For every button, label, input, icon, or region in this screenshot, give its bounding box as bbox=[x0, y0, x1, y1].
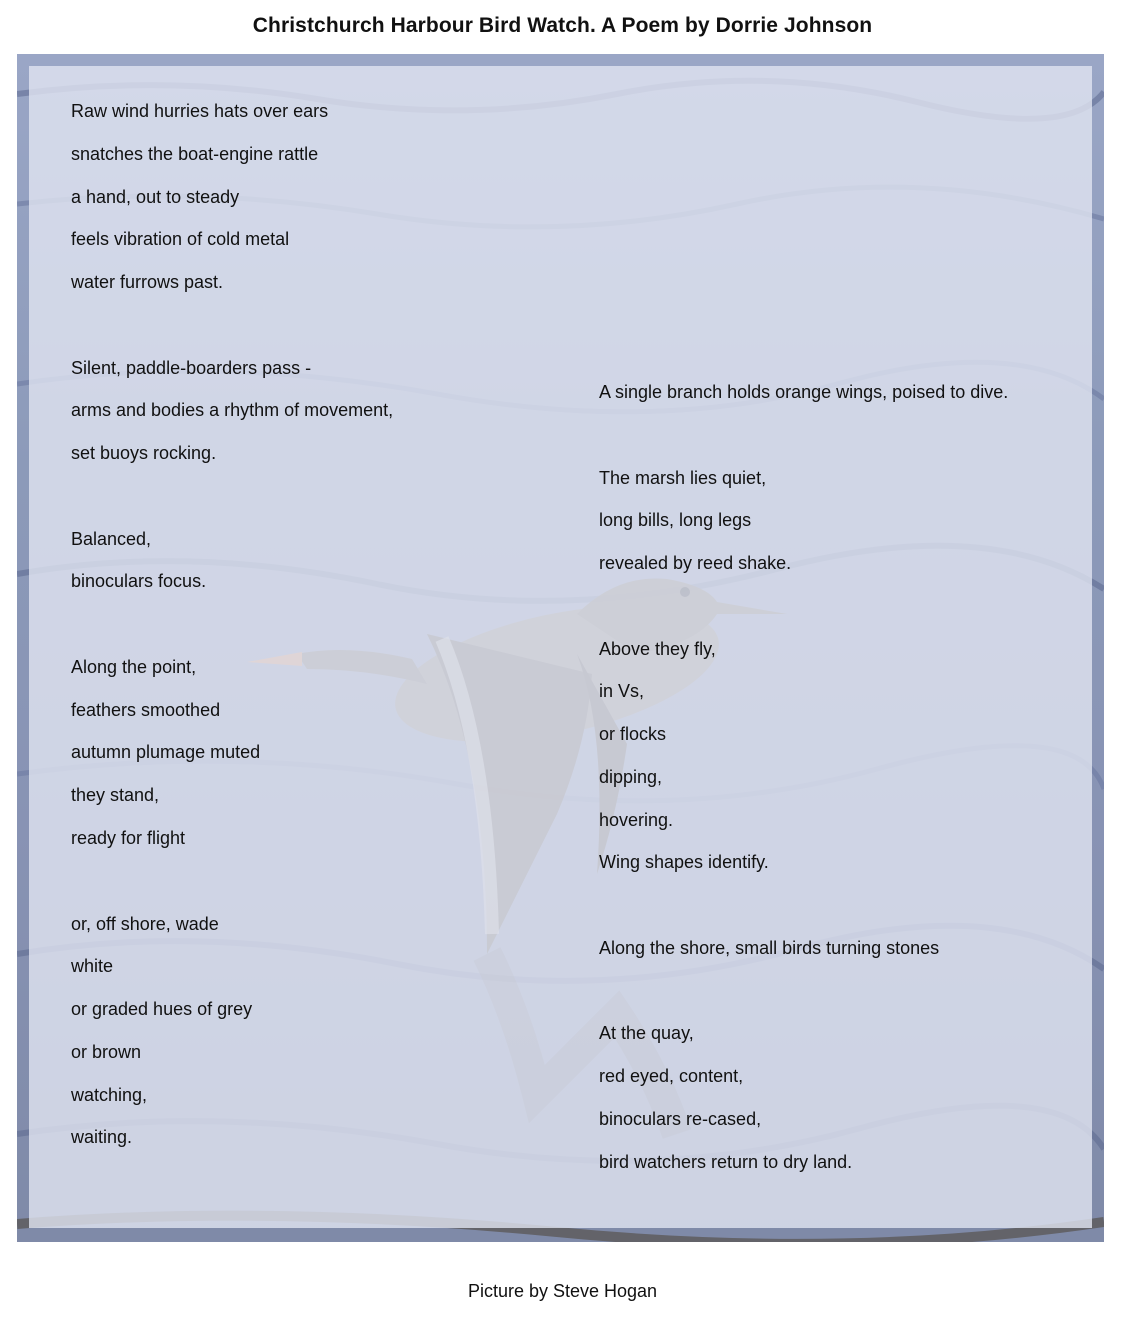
poem-line-left-17: white bbox=[71, 956, 114, 976]
poem-line-left-8: set buoys rocking. bbox=[71, 443, 217, 463]
poem-line-left-4: feels vibration of cold metal bbox=[71, 229, 290, 249]
poem-line-left-3: a hand, out to steady bbox=[71, 187, 240, 207]
poem-line-left-10: binoculars focus. bbox=[71, 571, 207, 591]
poem-line-left-1: Raw wind hurries hats over ears bbox=[71, 101, 329, 121]
poem-line-right-8: dipping, bbox=[599, 767, 663, 787]
poem-line-right-7: or flocks bbox=[599, 724, 667, 744]
poem-line-left-12: feathers smoothed bbox=[71, 700, 221, 720]
poem-line-left-21: waiting. bbox=[71, 1127, 133, 1147]
poem-line-left-5: water furrows past. bbox=[71, 272, 224, 292]
poem-line-right-15: bird watchers return to dry land. bbox=[599, 1152, 853, 1172]
poem-line-right-14: binoculars re-cased, bbox=[599, 1109, 762, 1129]
poem-line-left-15: ready for flight bbox=[71, 828, 186, 848]
poem-line-left-16: or, off shore, wade bbox=[71, 914, 219, 934]
poem-line-right-3: long bills, long legs bbox=[599, 510, 752, 530]
poem-line-right-4: revealed by reed shake. bbox=[599, 553, 792, 573]
poem-line-left-7: arms and bodies a rhythm of movement, bbox=[71, 400, 394, 420]
poem-line-left-9: Balanced, bbox=[71, 529, 152, 549]
poem-line-left-6: Silent, paddle-boarders pass - bbox=[71, 358, 312, 378]
poem-line-left-19: or brown bbox=[71, 1042, 142, 1062]
poem-title: Christchurch Harbour Bird Watch. A Poem by Dorrie Johnson bbox=[252, 14, 873, 37]
poem-line-right-13: red eyed, content, bbox=[599, 1066, 744, 1086]
poem-line-left-13: autumn plumage muted bbox=[71, 742, 261, 762]
poem-line-right-5: Above they fly, bbox=[599, 639, 716, 659]
poem-line-right-2: The marsh lies quiet, bbox=[599, 468, 767, 488]
photo-credit: Picture by Steve Hogan bbox=[467, 1281, 658, 1301]
poem-line-right-12: At the quay, bbox=[599, 1023, 694, 1043]
poem-line-left-20: watching, bbox=[71, 1085, 148, 1105]
poem-line-left-11: Along the point, bbox=[71, 657, 197, 677]
poem-line-right-1: A single branch holds orange wings, poised to dive. bbox=[599, 382, 1009, 402]
poem-line-left-14: they stand, bbox=[71, 785, 160, 805]
poem-line-right-6: in Vs, bbox=[599, 681, 645, 701]
poem-line-left-18: or graded hues of grey bbox=[71, 999, 253, 1019]
poem-line-right-11: Along the shore, small birds turning stones bbox=[599, 938, 940, 958]
poem-line-right-9: hovering. bbox=[599, 810, 674, 830]
poem-line-right-10: Wing shapes identify. bbox=[599, 852, 769, 872]
poem-line-left-2: snatches the boat-engine rattle bbox=[71, 144, 319, 164]
